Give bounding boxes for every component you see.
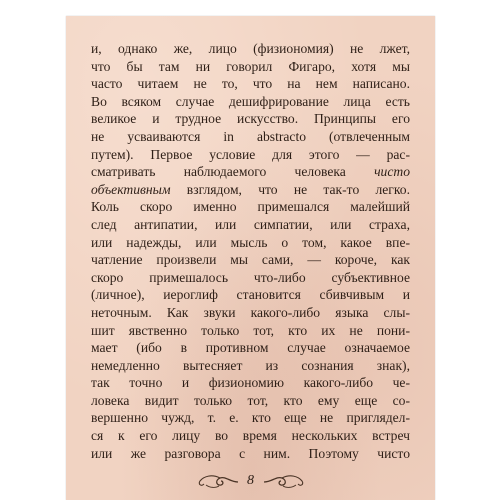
text-segment: немедленно вытесняет из сознания знак), — [91, 357, 410, 373]
text-segment: так точно и физиономию какого-либо че- — [91, 375, 410, 391]
text-line — [91, 251, 410, 269]
page-text — [91, 40, 410, 462]
page-folio — [191, 470, 311, 492]
text-line — [91, 269, 410, 287]
text-line — [91, 234, 410, 252]
text-line — [91, 128, 410, 146]
text-line — [91, 357, 410, 375]
text-segment: Коль скоро именно примешался малейший — [91, 199, 410, 215]
text-segment: неточным. Как звуки какого-либо языка слы- — [91, 304, 410, 320]
italic-text-segment: чисто — [374, 164, 410, 180]
italic-text-segment: объективным — [91, 181, 171, 197]
text-segment: и, однако же, лицо (физиономия) не лжет, — [91, 41, 410, 56]
text-segment: мает (ибо в противном случае означаемое — [91, 340, 410, 356]
scroll-flourish-icon — [262, 472, 306, 490]
text-segment: не усваиваются in abstracto (отвлеченным — [91, 128, 410, 144]
text-segment: путем). Первое условие для этого — рас- — [91, 146, 410, 162]
text-line — [91, 146, 410, 164]
text-line — [91, 392, 410, 410]
text-segment: скоро примешалось что-либо субъективное — [91, 269, 410, 285]
text-segment: шит явственно только тот, кто их не пони- — [91, 322, 410, 338]
text-segment: или надежды, или мысль о том, какое впе- — [91, 234, 410, 250]
text-segment: что бы там ни говорил Фигаро, хотя мы — [91, 58, 410, 74]
text-segment: Во всяком случае дешифрирование лица есть — [91, 93, 410, 109]
text-line — [91, 181, 410, 199]
text-segment: часто читаем не то, что на нем написано. — [91, 76, 410, 92]
text-segment: ся к его лицу во время нескольких встреч — [91, 428, 410, 444]
text-line — [91, 427, 410, 445]
text-line — [91, 40, 410, 58]
text-segment: чатление произвели мы сами, — короче, как — [91, 252, 410, 268]
text-segment: ловека видит только тот, кто ему еще со- — [91, 392, 410, 408]
text-line — [91, 93, 410, 111]
page-number: 8 — [247, 473, 254, 488]
text-segment: след антипатии, или симпатии, или страха, — [91, 216, 410, 232]
text-line — [91, 374, 410, 392]
book-page — [66, 16, 435, 500]
scroll-flourish-icon — [196, 472, 240, 490]
text-line — [91, 322, 410, 340]
text-segment: вершенно чужд, т. е. кто еще не приглядел- — [91, 410, 410, 426]
text-segment: сматривать наблюдаемого человека — [91, 164, 375, 180]
text-line — [91, 409, 410, 427]
text-line — [91, 304, 410, 322]
text-segment: (личное), иероглиф становится сбивчивым и — [91, 287, 410, 303]
text-segment: взглядом, что не так-то легко. — [170, 181, 410, 197]
text-line — [91, 445, 410, 463]
text-line — [91, 75, 410, 93]
text-line — [91, 216, 410, 234]
text-line — [91, 286, 410, 304]
text-line — [91, 110, 410, 128]
text-line — [91, 58, 410, 76]
text-segment: или же разговора с ним. Поэтому чисто — [91, 445, 410, 461]
text-line — [91, 163, 410, 181]
text-segment: великое и трудное искусство. Принципы его — [91, 111, 410, 127]
text-line — [91, 339, 410, 357]
text-line — [91, 198, 410, 216]
